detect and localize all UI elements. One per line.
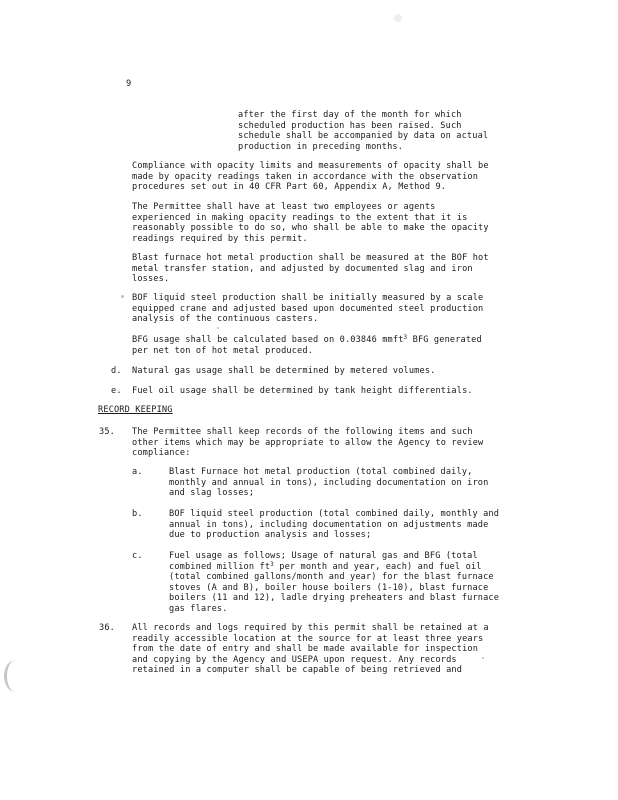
subitem-letter-a: a.	[132, 467, 143, 477]
text-line: and slag losses;	[169, 488, 255, 499]
bof-steel-paragraph	[132, 293, 483, 325]
section-heading: RECORD KEEPING	[98, 405, 173, 415]
text-line: analysis of the continuous casters.	[132, 314, 319, 325]
bfg-usage-paragraph	[132, 335, 482, 356]
text-line: experienced in making opacity readings to the extent that it is	[132, 212, 468, 223]
text-line: All records and logs required by this permit shall be retained at a	[132, 623, 489, 633]
text-line: metal transfer station, and adjusted by documented slag and iron	[132, 263, 473, 274]
text-line: other items which may be appropriate to allow the Agency to review	[132, 437, 484, 448]
text-line: equipped crane and adjusted based upon documented steel production	[132, 303, 484, 314]
fuel-oil-paragraph: Fuel oil usage shall be determined by tank height differentials.	[132, 386, 473, 396]
text-line: The Permittee shall keep records of the following items and such	[132, 427, 473, 437]
text-line: from the date of entry and shall be made available for inspection	[132, 644, 479, 655]
text-line: stoves (A and B), boiler house boilers (1-10), blast furnace	[169, 582, 489, 593]
hot-metal-paragraph	[132, 253, 489, 285]
text-line: boilers (11 and 12), ladle drying preheaters and blast furnace	[169, 593, 500, 604]
subitem-letter-c: c.	[132, 551, 143, 561]
text-line: due to production analysis and losses;	[169, 530, 372, 541]
text-line: BOF liquid steel production (total combined daily, monthly and	[169, 509, 500, 519]
text-line: after the first day of the month for which	[238, 110, 462, 120]
text-line: combined million $ft^3$ per month and year, each) and fuel oil	[169, 560, 482, 572]
scan-speck	[394, 14, 402, 22]
page-number: 9	[126, 79, 132, 89]
subitem-b-paragraph	[169, 509, 499, 541]
text-line: scheduled production has been raised. Such	[238, 120, 462, 131]
binding-hole-mark	[4, 660, 27, 692]
subitem-a-paragraph	[169, 467, 488, 499]
text-line: annual in tons), including documentation on adjustments made	[169, 519, 489, 530]
text-line: readily accessible location at the source for at least three years	[132, 633, 484, 644]
text-line: procedures set out in 40 CFR Part 60, Appendix A, Method 9.	[132, 182, 447, 193]
text-line: Blast Furnace hot metal production (total combined daily,	[169, 467, 473, 477]
item-35-paragraph	[132, 427, 483, 459]
subitem-c-paragraph	[169, 551, 499, 615]
continuation-paragraph	[238, 110, 488, 152]
text-line: compliance:	[132, 448, 191, 459]
text-line: reasonably possible to do so, who shall be able to make the opacity	[132, 223, 489, 234]
text-line: made by opacity readings taken in accordance with the observation	[132, 171, 479, 182]
text-line: per net ton of hot metal produced.	[132, 345, 314, 356]
subitem-letter-b: b.	[132, 509, 143, 519]
natural-gas-paragraph: Natural gas usage shall be determined by metered volumes.	[132, 366, 436, 376]
item-number-35: 35.	[99, 427, 115, 437]
text-line: Blast furnace hot metal production shall be measured at the BOF hot	[132, 253, 489, 263]
text-line: Compliance with opacity limits and measurements of opacity shall be	[132, 161, 489, 171]
text-line: BFG usage shall be calculated based on 0.03846 mmft$^3$ BFG generated	[132, 334, 482, 345]
scan-speck	[482, 657, 484, 659]
item-36-paragraph	[132, 623, 489, 676]
text-line: losses.	[132, 274, 170, 285]
text-line: (total combined gallons/month and year) for the blast furnace	[169, 572, 494, 583]
text-line: gas flares.	[169, 603, 228, 614]
text-line: readings required by this permit.	[132, 233, 308, 244]
text-line: production in preceding months.	[238, 141, 404, 152]
opacity-compliance-paragraph	[132, 161, 489, 193]
text-line: and copying by the Agency and USEPA upon request. Any records	[132, 654, 457, 665]
text-line: Fuel usage as follows; Usage of natural gas and BFG (total	[169, 551, 478, 561]
text-line: schedule shall be accompanied by data on actual	[238, 131, 489, 142]
scan-speck	[121, 295, 124, 298]
item-letter-d: d.	[111, 366, 122, 376]
item-number-36: 36.	[99, 623, 115, 633]
text-line: The Permittee shall have at least two employees or agents	[132, 202, 436, 212]
text-line: BOF liquid steel production shall be initially measured by a scale	[132, 293, 484, 303]
opacity-readers-paragraph	[132, 202, 489, 244]
text-line: retained in a computer shall be capable of being retrieved and	[132, 665, 463, 676]
text-line: monthly and annual in tons), including documentation on iron	[169, 477, 489, 488]
item-letter-e: e.	[111, 386, 122, 396]
scan-speck	[217, 327, 219, 329]
